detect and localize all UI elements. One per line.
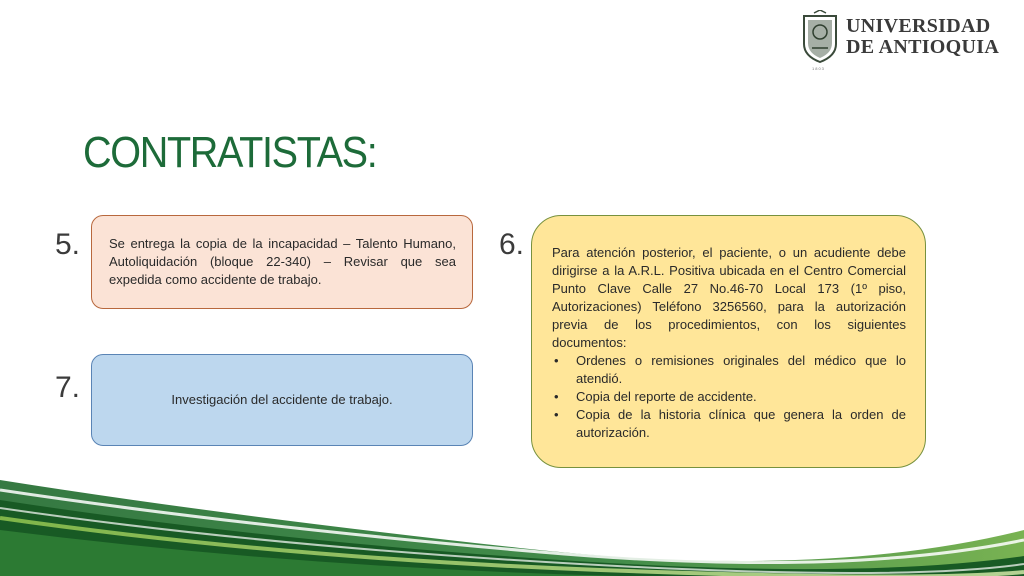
step-5-text: Se entrega la copia de la incapacidad – Talento Humano, Autoliquidación (bloque 22-340) – Revisar que sea expedida como accidente de trabajo. — [109, 236, 456, 287]
step-6-box — [531, 215, 926, 468]
logo-line-2: DE ANTIOQUIA — [846, 36, 1000, 58]
list-item: • Copia de la historia clínica que genera la orden de autorización. — [552, 406, 906, 442]
university-seal-icon — [800, 10, 840, 64]
logo-line-1: UNIVERSIDAD — [846, 15, 991, 37]
step-7-text: Investigación del accidente de trabajo. — [171, 392, 393, 407]
logo-year: 1803 — [812, 66, 825, 71]
list-item: • Ordenes o remisiones originales del médico que lo atendió. — [552, 352, 906, 388]
step-6-document-list — [552, 352, 906, 442]
step-6-intro: Para atención posterior, el paciente, o un acudiente debe dirigirse a la A.R.L. Positiva ubicada en el Centro Comercial Punto Clave Calle 27 No.46-70 Local 173 (1º piso, Autorizaciones) Teléfono 3256560, para la autorización previa de los procedimientos, con los siguientes documentos: — [552, 245, 906, 350]
item-number-6: 6. — [499, 228, 525, 261]
item-number-5: 5. — [55, 228, 81, 261]
decorative-wave-footer — [0, 460, 1024, 576]
list-item: • Copia del reporte de accidente. — [552, 388, 906, 406]
item-number-7: 7. — [55, 371, 81, 404]
university-name — [846, 16, 999, 58]
step-5-box — [91, 215, 473, 309]
slide-title: CONTRATISTAS: — [83, 128, 377, 177]
university-logo — [800, 10, 1015, 71]
step-7-box — [91, 354, 473, 446]
